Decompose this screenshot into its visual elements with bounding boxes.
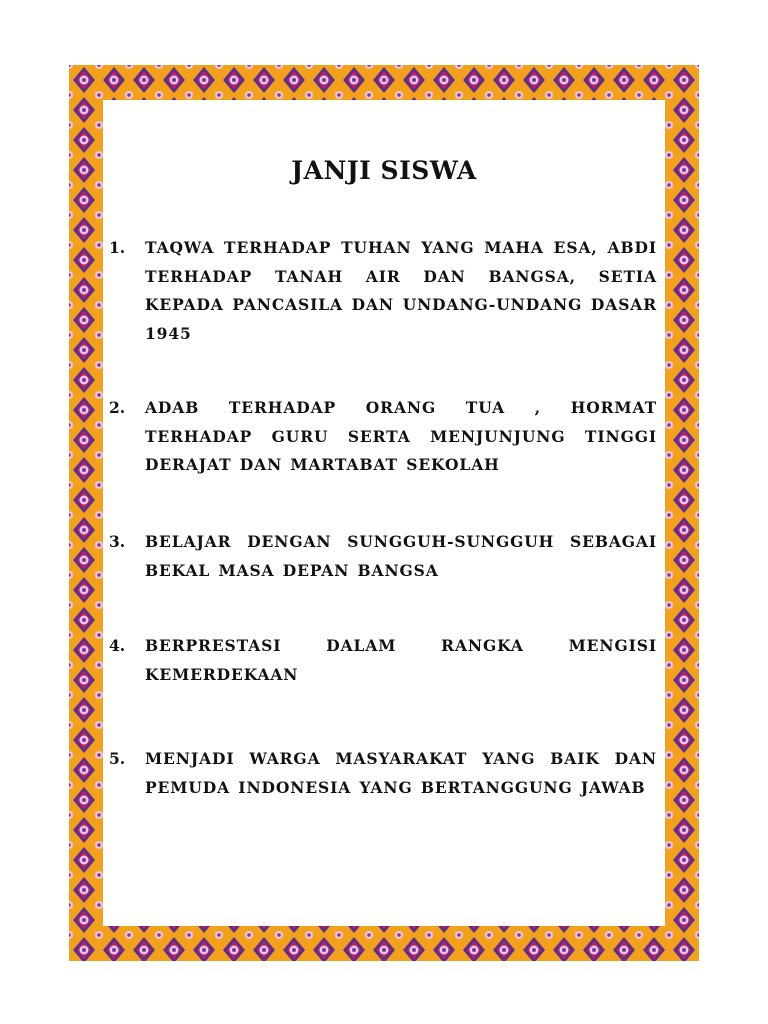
item-text: MENJADI WARGA MASYARAKAT YANG BAIK DAN PEMUDA INDONESIA YANG BERTANGGUNG JAWAB <box>145 749 657 797</box>
item-text: BELAJAR DENGAN SUNGGUH-SUNGGUH SEBAGAI BEKAL MASA DEPAN BANGSA <box>145 532 657 580</box>
item-number: 1. <box>109 238 126 257</box>
item-text: BERPRESTASI DALAM RANGKA MENGISI KEMERDEKAAN <box>145 636 657 684</box>
content-area <box>103 100 665 926</box>
item-number: 3. <box>109 532 126 551</box>
item-text: TAQWA TERHADAP TUHAN YANG MAHA ESA, ABDI TERHADAP TANAH AIR DAN BANGSA, SETIA KEPADA PANCASILA DAN UNDANG-UNDANG DASAR 1945 <box>145 238 657 343</box>
list-item <box>109 632 657 689</box>
list-item <box>109 528 657 585</box>
item-text: ADAB TERHADAP ORANG TUA , HORMAT TERHADAP GURU SERTA MENJUNJUNG TINGGI DERAJAT DAN MARTABAT SEKOLAH <box>145 398 657 474</box>
list-item <box>109 745 657 802</box>
list-item <box>109 394 657 480</box>
item-number: 2. <box>109 398 126 417</box>
item-number: 5. <box>109 749 126 768</box>
document-title: JANJI SISWA <box>291 156 477 185</box>
item-number: 4. <box>109 636 126 655</box>
list-item <box>109 234 657 348</box>
